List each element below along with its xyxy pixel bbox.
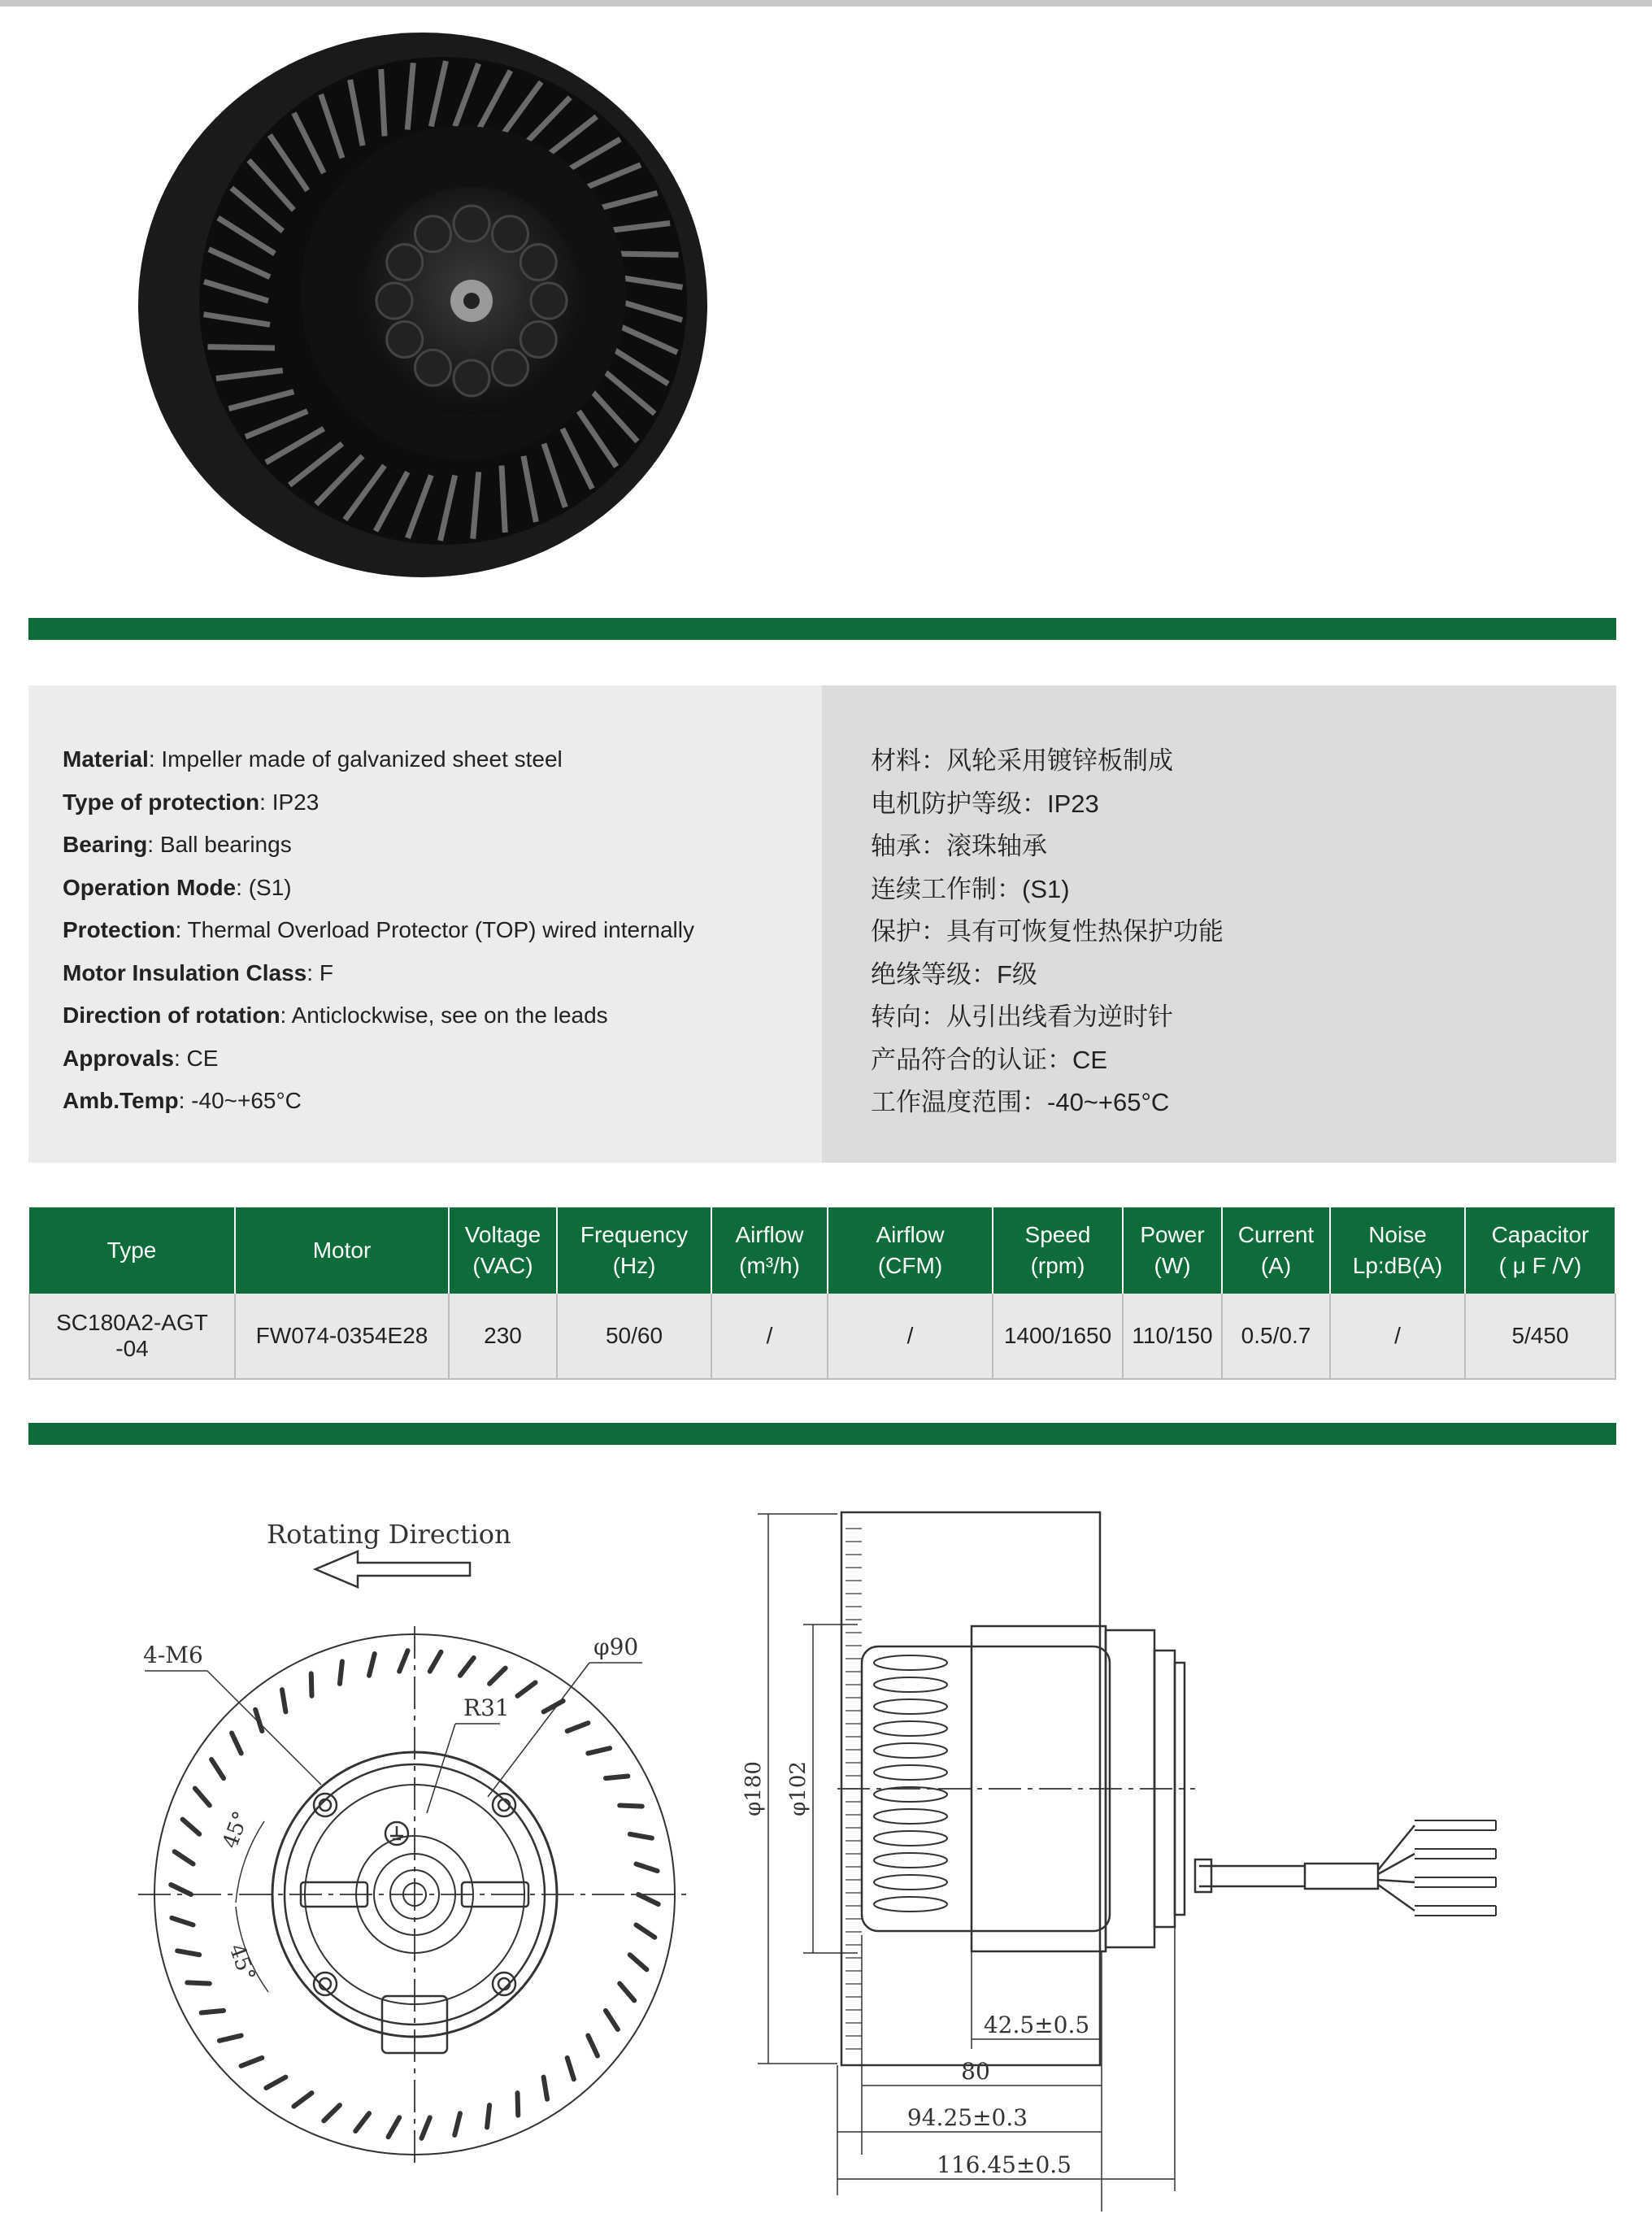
table-row (29, 1294, 1615, 1379)
spec-item-cn: 转向：从引出线看为逆时针 (871, 1003, 1173, 1031)
table-header-cell: Voltage (VAC) (449, 1207, 557, 1294)
spec-separator: : (306, 959, 320, 985)
screws-label: 4-M6 (143, 1642, 203, 1668)
front-view-drawing (138, 1519, 691, 2167)
table-cell: SC180A2-AGT -04 (29, 1294, 235, 1379)
table-header-cell: Capacitor ( μ F /V) (1465, 1207, 1615, 1294)
spec-separator: : (175, 917, 188, 942)
spec-label: Material (63, 746, 149, 772)
spec-value: CE (186, 1045, 219, 1071)
spec-label: Protection (63, 917, 176, 942)
spec-value: Ball bearings (159, 832, 292, 857)
table-cell: 5/450 (1465, 1294, 1615, 1379)
parameter-table (28, 1207, 1616, 1380)
dim-116-label: 116.45±0.5 (937, 2151, 1072, 2178)
table-header-cell: Speed (rpm) (993, 1207, 1123, 1294)
spec-label: Type of protection (63, 789, 260, 815)
table-header-cell: Power (W) (1123, 1207, 1222, 1294)
spec-value: F (319, 959, 333, 985)
spec-item (63, 909, 694, 952)
angle-label-2: 45° (224, 1941, 260, 1985)
table-header-cell: Type (29, 1207, 235, 1294)
ground-symbol-icon (385, 1822, 408, 1845)
divider-bar-bottom (28, 1423, 1616, 1445)
phi90-label: φ90 (593, 1633, 639, 1660)
table-header-cell: Frequency (Hz) (557, 1207, 711, 1294)
r31-label: R31 (463, 1694, 510, 1721)
phi102-label: φ102 (786, 1761, 811, 1816)
spec-item (63, 781, 694, 824)
table-cell: 110/150 (1123, 1294, 1222, 1379)
divider-bar-top (28, 618, 1616, 640)
spec-item (63, 994, 694, 1037)
spec-value: Anticlockwise, see on the leads (291, 1003, 608, 1028)
spec-item (63, 1037, 694, 1081)
spec-item (63, 824, 694, 867)
phi180-label: φ180 (741, 1761, 766, 1816)
table-cell: 50/60 (557, 1294, 711, 1379)
spec-item-cn: 保护：具有可恢复性热保护功能 (871, 917, 1224, 946)
spec-separator: : (178, 1088, 192, 1113)
spec-value: -40~+65°C (191, 1088, 302, 1113)
spec-item (63, 952, 694, 995)
spec-item-cn: 电机防护等级：IP23 (871, 789, 1099, 818)
spec-value: (S1) (248, 874, 292, 900)
table-cell: 1400/1650 (993, 1294, 1123, 1379)
arrow-left-icon (315, 1551, 470, 1587)
specs-english-list (63, 738, 694, 1123)
table-cell: 0.5/0.7 (1222, 1294, 1330, 1379)
table-cell: / (1330, 1294, 1465, 1379)
technical-drawing (0, 1464, 1652, 2240)
spec-item (63, 1080, 694, 1123)
spec-label: Bearing (63, 832, 148, 857)
table-header-cell: Current (A) (1222, 1207, 1330, 1294)
table-header-cell: Motor (235, 1207, 449, 1294)
spec-value: Thermal Overload Protector (TOP) wired internally (187, 917, 694, 942)
side-view-drawing (741, 1512, 1496, 2212)
spec-item-cn: 材料：风轮采用镀锌板制成 (871, 746, 1173, 775)
spec-separator: : (173, 1045, 187, 1071)
table-header-cell: Airflow (CFM) (828, 1207, 993, 1294)
spec-value: Impeller made of galvanized sheet steel (161, 746, 563, 772)
table-cell: 230 (449, 1294, 557, 1379)
rotating-direction-label: Rotating Direction (267, 1519, 511, 1550)
spec-separator: : (259, 789, 272, 815)
specs-chinese-list (871, 740, 1224, 1124)
dim-42-label: 42.5±0.5 (983, 2012, 1090, 2038)
angle-label-1: 45° (218, 1807, 254, 1852)
spec-separator: : (236, 874, 249, 900)
spec-separator: : (148, 746, 162, 772)
spec-label: Approvals (63, 1045, 174, 1071)
table-header-row (29, 1207, 1615, 1294)
spec-item-cn: 工作温度范围：-40~+65°C (871, 1088, 1170, 1116)
table-header-cell: Airflow (m³/h) (711, 1207, 828, 1294)
specs-panel (28, 685, 1616, 1163)
dim-80-label: 80 (961, 2058, 990, 2085)
spec-item-cn: 绝缘等级：F级 (871, 959, 1037, 989)
spec-separator: : (147, 832, 160, 857)
impeller-photo (122, 24, 724, 585)
spec-label: Operation Mode (63, 874, 237, 900)
specs-english (28, 685, 822, 1163)
spec-item-cn: 连续工作制：(S1) (871, 874, 1070, 903)
table-cell: / (828, 1294, 993, 1379)
spec-item-cn: 轴承：滚珠轴承 (871, 832, 1047, 860)
table-cell: / (711, 1294, 828, 1379)
table-header-cell: Noise Lp:dB(A) (1330, 1207, 1465, 1294)
table-cell: FW074-0354E28 (235, 1294, 449, 1379)
dim-94-label: 94.25±0.3 (906, 2104, 1028, 2131)
spec-item (63, 867, 694, 910)
spec-item-cn: 产品符合的认证：CE (871, 1045, 1108, 1074)
top-border (0, 0, 1652, 7)
spec-separator: : (280, 1003, 292, 1028)
spec-label: Motor Insulation Class (63, 959, 307, 985)
spec-label: Direction of rotation (63, 1003, 280, 1028)
spec-value: IP23 (272, 789, 320, 815)
spec-label: Amb.Temp (63, 1088, 179, 1113)
spec-item (63, 738, 694, 781)
specs-chinese (822, 685, 1616, 1163)
